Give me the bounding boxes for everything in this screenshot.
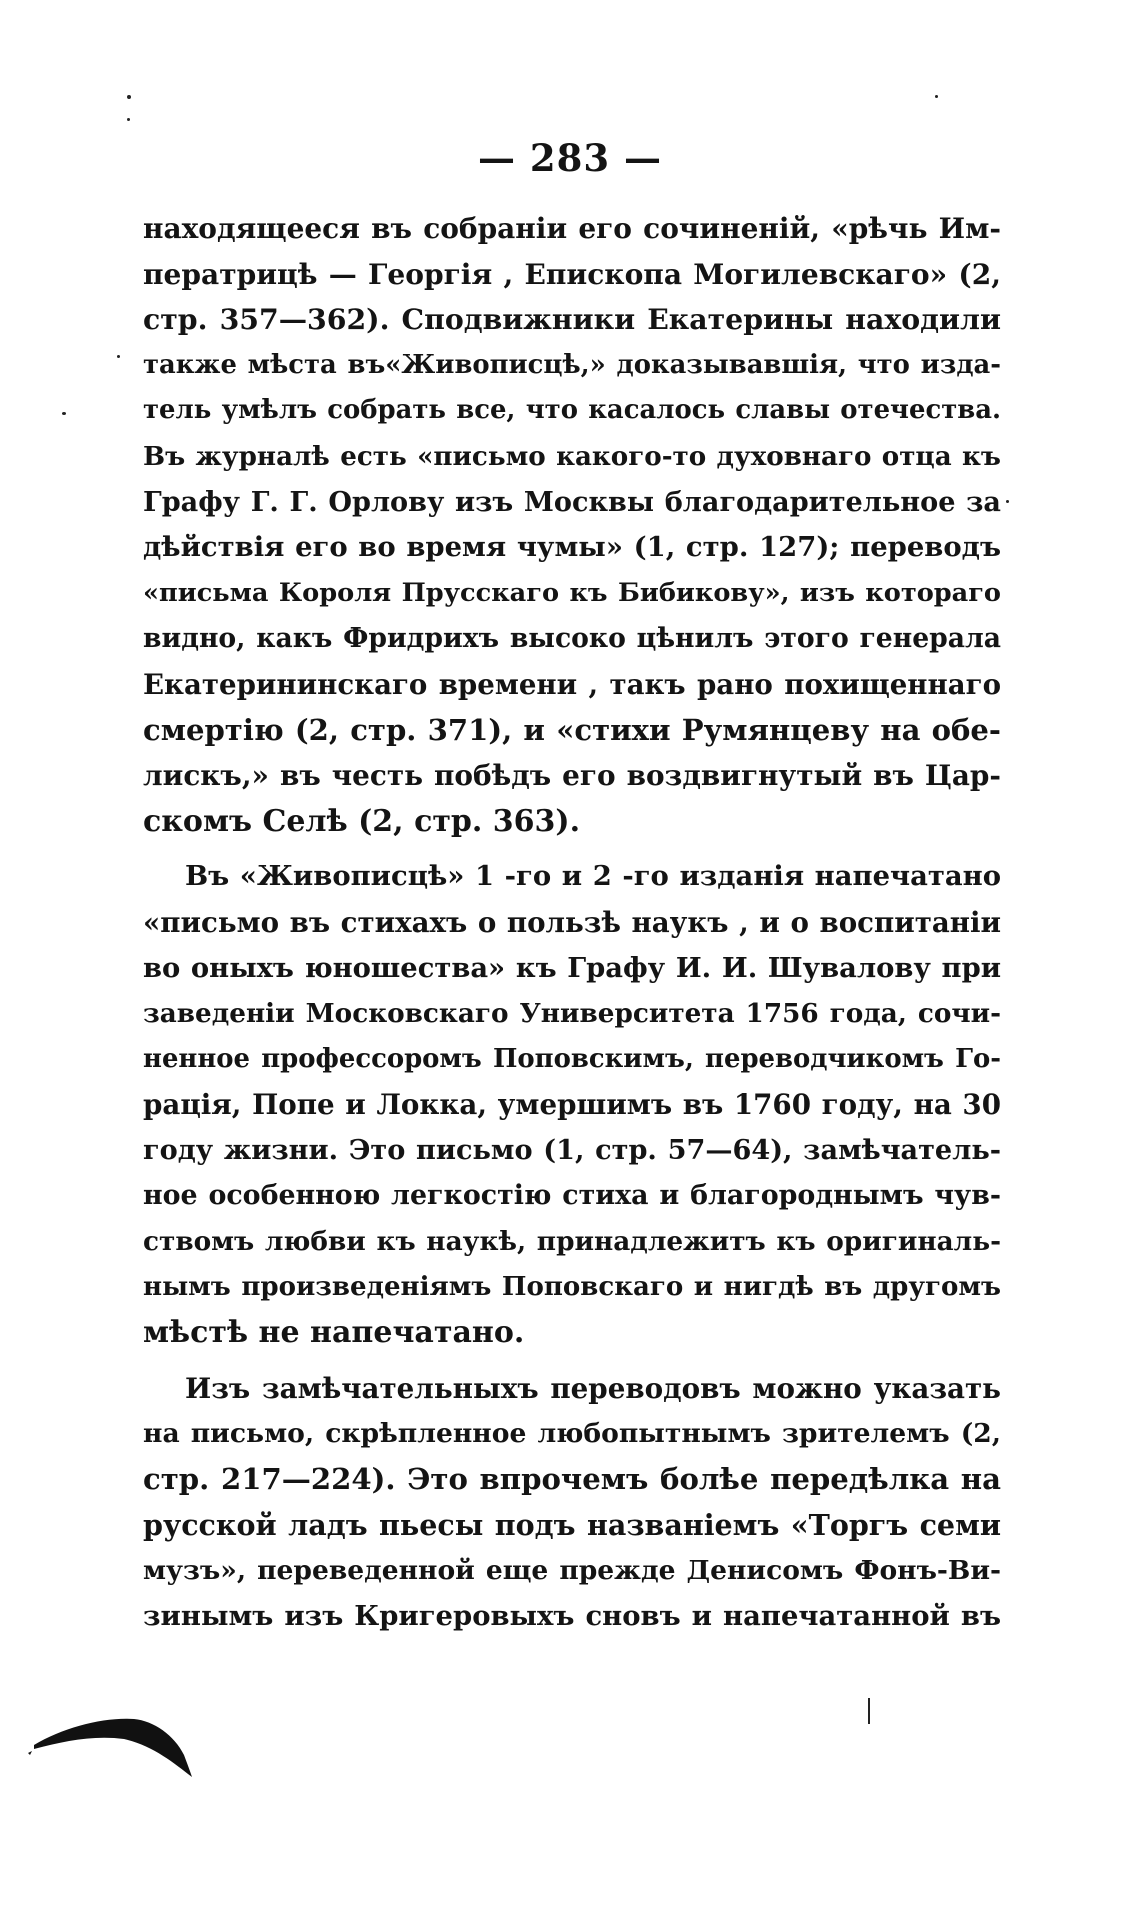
text-line: музъ», переведенной еще прежде Денисомъ Фонъ-Ви- — [143, 1555, 1001, 1587]
text-line: лискъ,» въ честь побѣдъ его воздвигнутый въ Цар- — [143, 759, 1001, 793]
text-line: заведеніи Московскаго Университета 1756 года, сочи- — [143, 998, 1001, 1030]
text-line: нымъ произведеніямъ Поповскаго и нигдѣ въ другомъ — [143, 1271, 1001, 1302]
text-line: дѣйствія его во время чумы» (1, стр. 127); переводъ — [143, 531, 1001, 564]
text-line: Графу Г. Г. Орлову изъ Москвы благодарительное за — [143, 486, 1001, 518]
paragraph-start-line: Изъ замѣчательныхъ переводовъ можно указать — [185, 1371, 1001, 1405]
text-line: скомъ Селѣ (2, стр. 363). — [143, 803, 581, 839]
text-line: находящееся въ собраніи его сочиненій, «рѣчь Им- — [143, 212, 1001, 245]
scan-speck — [127, 95, 131, 99]
text-line: также мѣста въ«Живописцѣ,» доказывавшія, что изда- — [143, 349, 1001, 380]
scan-speck — [1006, 500, 1009, 503]
text-line: ствомъ любви къ наукѣ, принадлежитъ къ оригиналь- — [143, 1226, 1001, 1258]
text-line: Екатерининскаго времени , такъ рано похищеннаго — [143, 667, 1001, 701]
scan-speck — [117, 355, 120, 358]
text-line: стр. 357—362). Сподвижники Екатерины находили — [143, 302, 1001, 337]
text-line: во оныхъ юношества» къ Графу И. И. Шувалову при — [143, 951, 1001, 984]
paragraph-start-line: Въ «Живописцѣ» 1 -го и 2 -го изданія напечатано — [185, 860, 1001, 893]
scan-speck — [62, 412, 66, 415]
scan-mark — [868, 1698, 870, 1724]
scan-speck — [127, 118, 130, 121]
text-line: ное особенною легкостію стиха и благороднымъ чув- — [143, 1180, 1001, 1212]
page-number: — 283 — — [478, 136, 662, 180]
text-line: году жизни. Это письмо (1, стр. 57—64), замѣчатель- — [143, 1134, 1001, 1166]
body-text — [143, 206, 1001, 1639]
text-line: на письмо, скрѣпленное любопытнымъ зрителемъ (2, — [143, 1418, 1001, 1450]
text-line: «письмо въ стихахъ о пользѣ наукъ , и о воспитаніи — [143, 905, 1001, 939]
scan-speck — [935, 95, 938, 98]
text-line: ненное профессоромъ Поповскимъ, переводчикомъ Го- — [143, 1043, 1001, 1074]
text-line: стр. 217—224). Это впрочемъ болѣе передѣлка на — [143, 1462, 1001, 1497]
text-line: Въ журналѣ есть «письмо какого-то духовнаго отца къ — [143, 440, 1001, 472]
text-line: мѣстѣ не напечатано. — [143, 1315, 525, 1351]
text-line: русской ладъ пьесы подъ названіемъ «Торгъ семи — [143, 1507, 1001, 1542]
text-line: тель умѣлъ собрать все, что касалось славы отечества. — [143, 395, 1001, 426]
text-line: зинымъ изъ Кригеровыхъ сновъ и напечатанной въ — [143, 1599, 1001, 1632]
text-line: смертію (2, стр. 371), и «стихи Румянцеву на обе- — [143, 712, 1001, 747]
ink-smudge — [24, 1705, 194, 1780]
text-line: «письма Короля Прусскаго къ Бибикову», изъ котораго — [143, 577, 1001, 608]
text-line: рація, Попе и Локка, умершимъ въ 1760 году, на 30 — [143, 1088, 1001, 1122]
text-line: ператрицѣ — Георгія , Епископа Могилевскаго» (2, — [143, 257, 1001, 291]
text-line: видно, какъ Фридрихъ высоко цѣнилъ этого генерала — [143, 623, 1001, 655]
